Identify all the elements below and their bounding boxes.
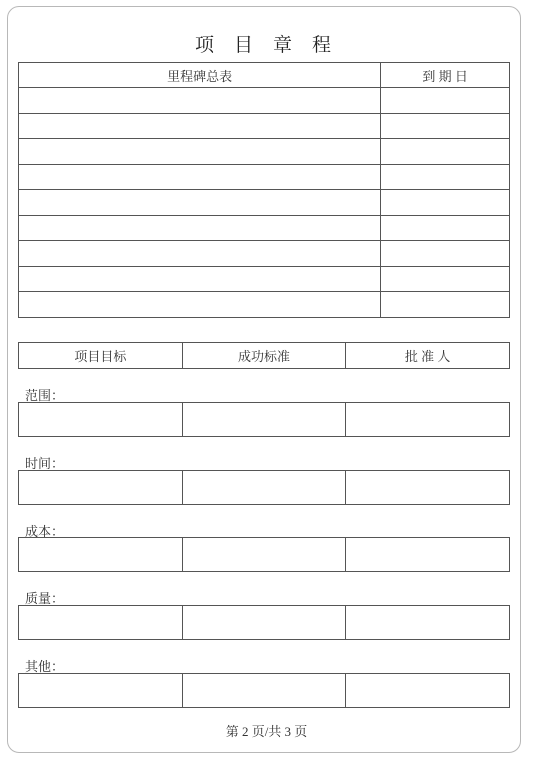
milestone-row bbox=[19, 139, 510, 165]
milestone-cell[interactable] bbox=[19, 88, 381, 114]
due-date-cell[interactable] bbox=[381, 241, 510, 267]
section-row-table bbox=[18, 470, 510, 505]
project-goal-header: 项目目标 bbox=[19, 343, 183, 369]
due-date-cell[interactable] bbox=[381, 292, 510, 318]
section-row-table bbox=[18, 605, 510, 640]
criteria-cell[interactable] bbox=[182, 674, 346, 708]
criteria-cell[interactable] bbox=[182, 606, 346, 640]
milestone-cell[interactable] bbox=[19, 190, 381, 216]
goals-header-table bbox=[18, 342, 510, 369]
due-date-cell[interactable] bbox=[381, 266, 510, 292]
success-criteria-header: 成功标准 bbox=[182, 343, 346, 369]
milestone-table bbox=[18, 62, 510, 318]
section-label: 质量： bbox=[25, 591, 65, 606]
section-label: 范围： bbox=[25, 388, 65, 403]
due-date-cell[interactable] bbox=[381, 113, 510, 139]
section-row-table bbox=[18, 537, 510, 572]
milestone-row bbox=[19, 266, 510, 292]
milestone-cell[interactable] bbox=[19, 139, 381, 165]
section-label: 时间： bbox=[25, 456, 65, 471]
section-row-table bbox=[18, 402, 510, 437]
goal-cell[interactable] bbox=[19, 538, 183, 572]
section-row-table bbox=[18, 673, 510, 708]
due-date-cell[interactable] bbox=[381, 88, 510, 114]
milestone-cell[interactable] bbox=[19, 164, 381, 190]
due-date-cell[interactable] bbox=[381, 164, 510, 190]
criteria-cell[interactable] bbox=[182, 471, 346, 505]
criteria-cell[interactable] bbox=[182, 538, 346, 572]
page-footer: 第 2 页/共 3 页 bbox=[225, 724, 308, 739]
goal-cell[interactable] bbox=[19, 674, 183, 708]
approver-cell[interactable] bbox=[346, 538, 510, 572]
section-label: 成本： bbox=[25, 524, 65, 539]
due-date-cell[interactable] bbox=[381, 215, 510, 241]
section-label: 其他： bbox=[25, 659, 65, 674]
criteria-cell[interactable] bbox=[182, 403, 346, 437]
due-date-cell[interactable] bbox=[381, 190, 510, 216]
approver-cell[interactable] bbox=[346, 403, 510, 437]
milestone-cell[interactable] bbox=[19, 241, 381, 267]
milestone-row bbox=[19, 113, 510, 139]
milestone-row bbox=[19, 190, 510, 216]
approver-header: 批 准 人 bbox=[346, 343, 510, 369]
milestone-cell[interactable] bbox=[19, 215, 381, 241]
approver-cell[interactable] bbox=[346, 606, 510, 640]
milestone-row bbox=[19, 241, 510, 267]
milestone-cell[interactable] bbox=[19, 292, 381, 318]
approver-cell[interactable] bbox=[346, 471, 510, 505]
approver-cell[interactable] bbox=[346, 674, 510, 708]
milestone-row bbox=[19, 164, 510, 190]
goal-cell[interactable] bbox=[19, 606, 183, 640]
milestone-cell[interactable] bbox=[19, 266, 381, 292]
milestone-row bbox=[19, 292, 510, 318]
milestone-row bbox=[19, 88, 510, 114]
milestone-summary-header: 里程碑总表 bbox=[19, 63, 381, 88]
milestone-row bbox=[19, 215, 510, 241]
page-title: 项 目 章 程 bbox=[194, 34, 339, 56]
milestone-cell[interactable] bbox=[19, 113, 381, 139]
due-date-header: 到 期 日 bbox=[381, 63, 510, 88]
due-date-cell[interactable] bbox=[381, 139, 510, 165]
goal-cell[interactable] bbox=[19, 403, 183, 437]
goal-cell[interactable] bbox=[19, 471, 183, 505]
